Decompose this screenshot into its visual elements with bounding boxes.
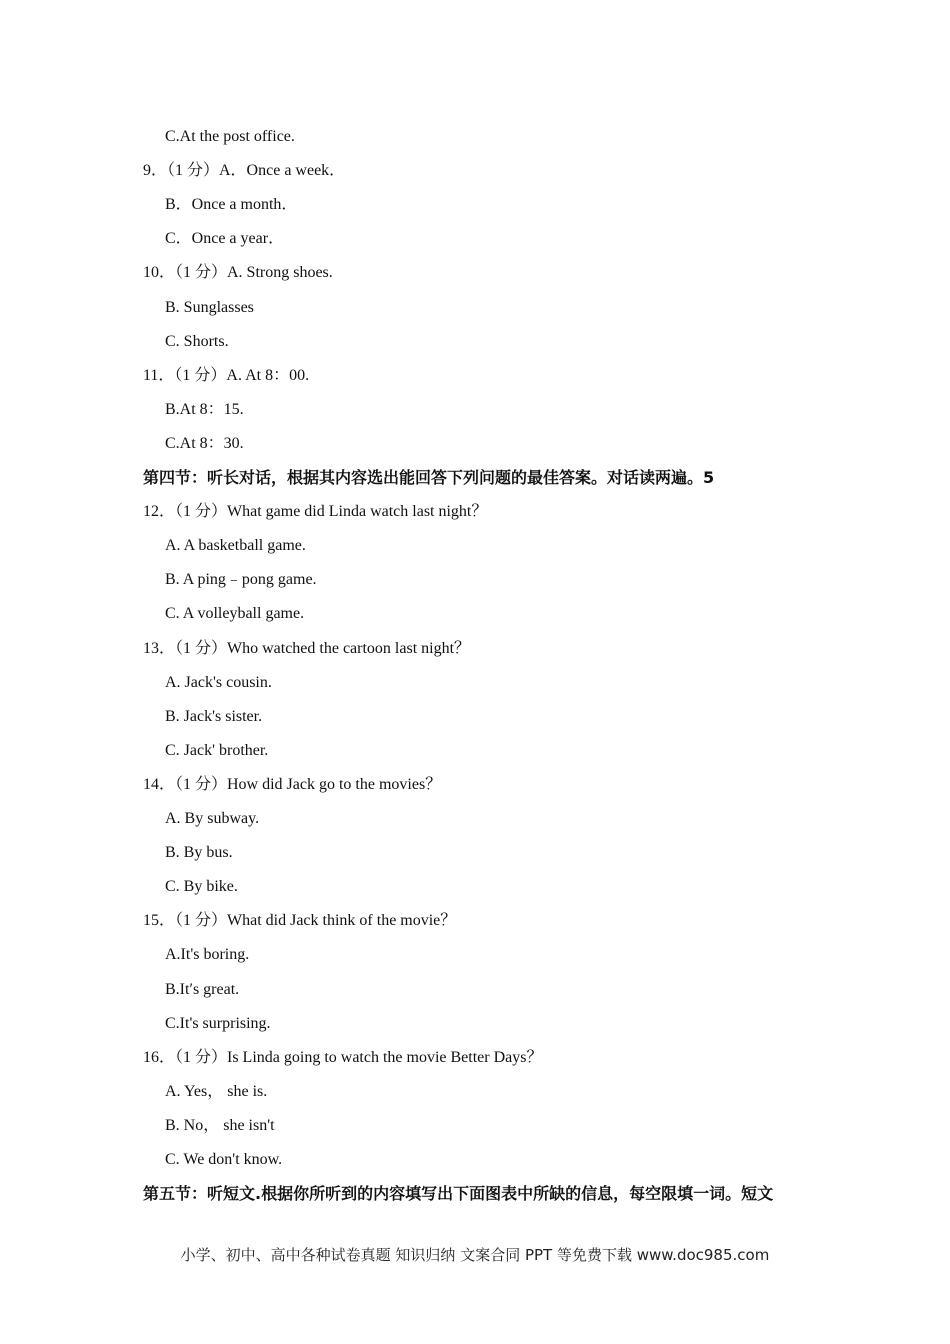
question-line: 13．（1 分）Who watched the cartoon last night？ xyxy=(143,640,471,657)
option-line: A. A basketball game. xyxy=(165,537,306,554)
option-line: B.At 8：15. xyxy=(165,401,244,418)
page-footer: 小学、初中、高中各种试卷真题 知识归纳 文案合同 PPT 等免费下载 www.doc985.com xyxy=(180,1246,770,1264)
option-line: B. No， she isn't xyxy=(165,1117,275,1134)
option-line: B.It′s great. xyxy=(165,981,240,998)
option-line: C.At 8：30. xyxy=(165,435,244,452)
option-line: C.At the post office. xyxy=(165,128,295,145)
option-line: A. Jack's cousin. xyxy=(165,674,272,691)
option-line: C. A volleyball game. xyxy=(165,605,305,622)
option-line: C. Shorts. xyxy=(165,333,229,350)
section-heading: 第五节：听短文.根据你所听到的内容填写出下面图表中所缺的信息，每空限填一词。短文 xyxy=(143,1184,774,1203)
question-line: 15．（1 分）What did Jack think of the movie？ xyxy=(143,912,457,929)
option-line: B. Sunglasses xyxy=(165,299,254,316)
option-line: B．Once a month． xyxy=(165,196,298,213)
option-line: C．Once a year． xyxy=(165,230,285,247)
option-line: C. By bike. xyxy=(165,878,238,895)
question-line: 14．（1 分）How did Jack go to the movies？ xyxy=(143,776,442,793)
option-line: B. Jack's sister. xyxy=(165,708,263,725)
option-line: C. We don't know. xyxy=(165,1151,283,1168)
option-line: B. By bus. xyxy=(165,844,233,861)
option-line: C. Jack' brother. xyxy=(165,742,269,759)
section-heading: 第四节：听长对话，根据其内容选出能回答下列问题的最佳答案。对话读两遍。5 xyxy=(143,468,715,487)
option-line: A.It's boring. xyxy=(165,946,250,963)
option-line: C.It's surprising. xyxy=(165,1015,271,1032)
option-line: B. A ping﹣pong game. xyxy=(165,571,317,588)
question-line: 12．（1 分）What game did Linda watch last night？ xyxy=(143,503,488,520)
question-line: 9．（1 分）A．Once a week． xyxy=(143,162,346,179)
question-line: 11．（1 分）A. At 8：00. xyxy=(143,367,310,384)
option-line: A. By subway. xyxy=(165,810,260,827)
question-line: 10．（1 分）A. Strong shoes. xyxy=(143,264,333,281)
question-line: 16．（1 分）Is Linda going to watch the movie Better Days？ xyxy=(143,1049,543,1066)
option-line: A. Yes， she is. xyxy=(165,1083,268,1100)
